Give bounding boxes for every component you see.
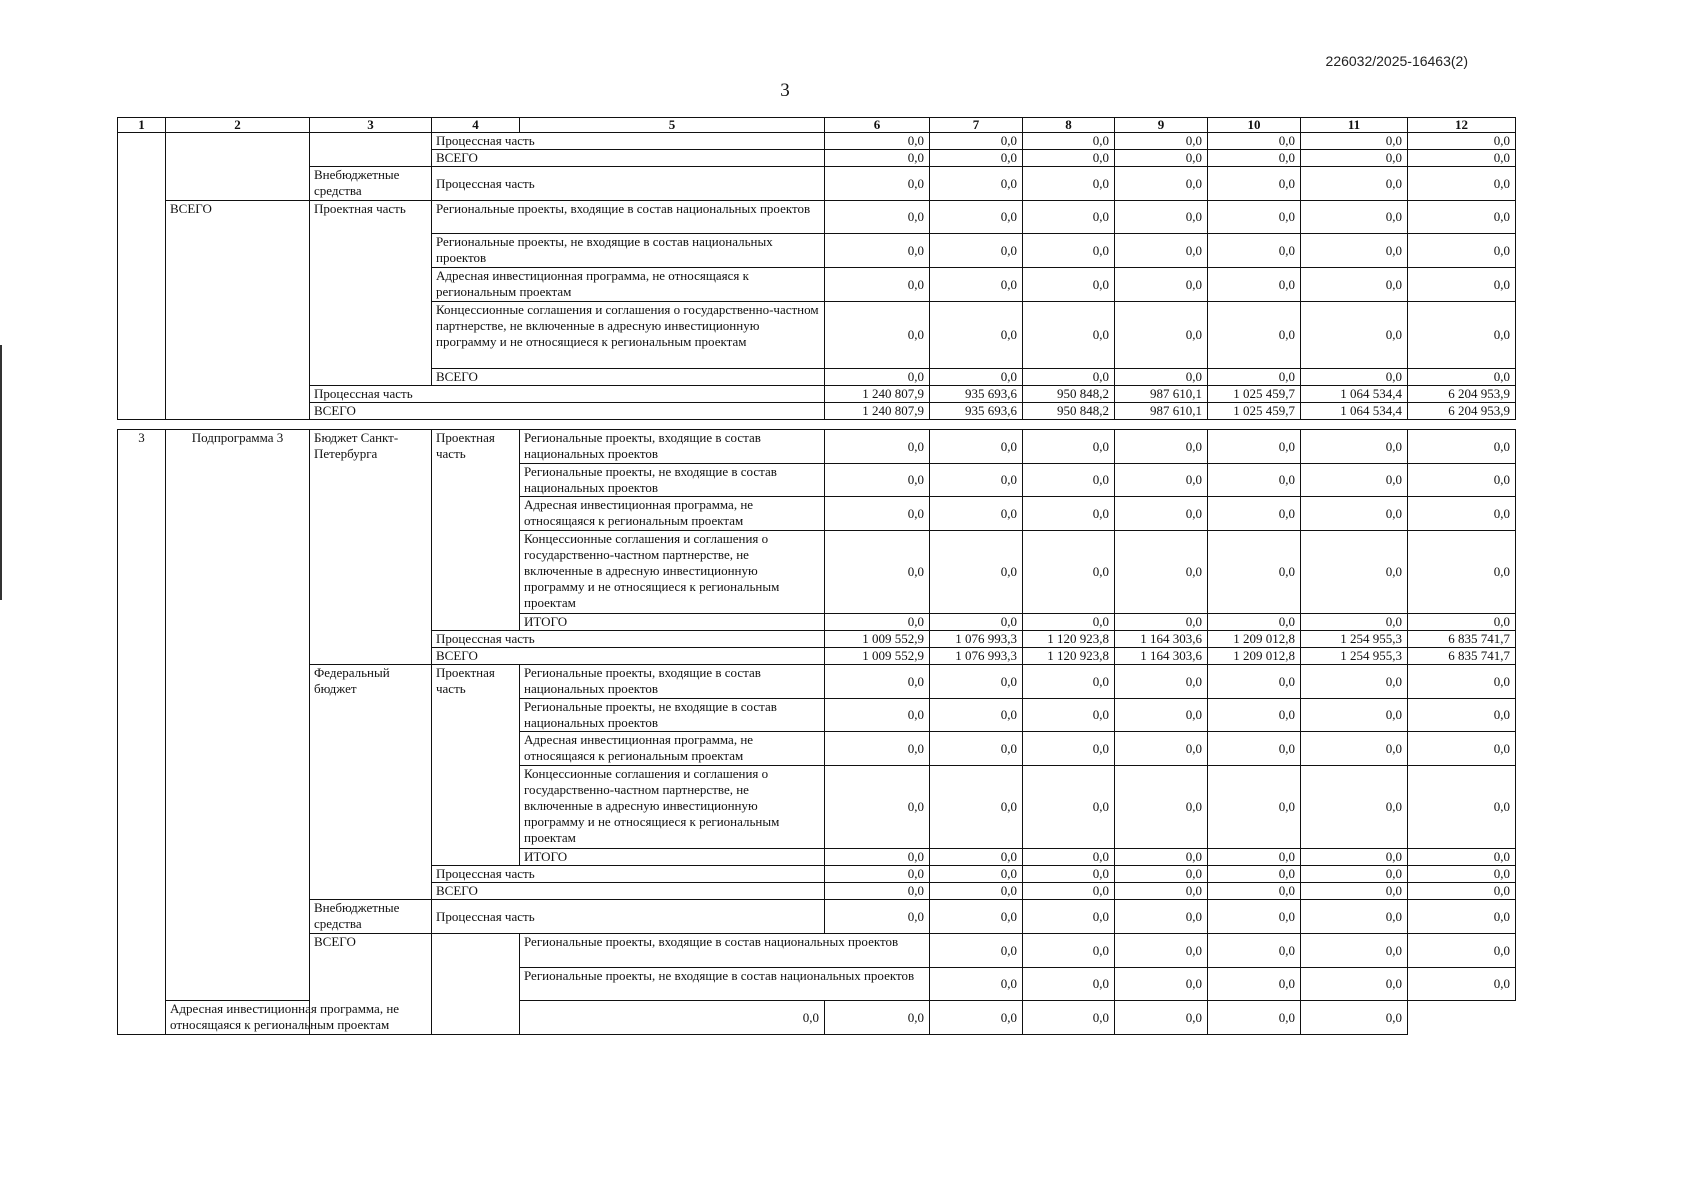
value-cell: 0,0 — [1408, 302, 1516, 369]
table-row — [118, 133, 1516, 150]
value-cell: 0,0 — [1208, 968, 1301, 1001]
value-cell: 0,0 — [1023, 369, 1115, 386]
col-header: 12 — [1408, 118, 1516, 133]
reg-out-label: Региональные проекты, не входящие в состав национальных проектов — [432, 234, 825, 268]
value-cell: 1 120 923,8 — [1023, 631, 1115, 648]
concession-label: Концессионные соглашения и соглашения о государственно-частном партнерстве, не включенные в адресную инвестиционную программу и не относящиеся к региональным проектам — [432, 302, 825, 369]
vsego-total-label: ВСЕГО — [166, 201, 310, 420]
value-cell: 0,0 — [930, 968, 1023, 1001]
value-cell: 0,0 — [825, 1001, 930, 1035]
value-cell: 0,0 — [825, 268, 930, 302]
value-cell: 0,0 — [1208, 934, 1301, 968]
value-cell: 0,0 — [1408, 464, 1516, 497]
value-cell: 0,0 — [825, 900, 930, 934]
value-cell: 0,0 — [1023, 234, 1115, 268]
subprogram-cell — [166, 133, 310, 201]
value-cell: 0,0 — [1408, 268, 1516, 302]
value-cell: 0,0 — [1408, 849, 1516, 866]
value-cell: 950 848,2 — [1023, 403, 1115, 420]
value-cell: 1 254 955,3 — [1301, 631, 1408, 648]
source-cell — [310, 133, 432, 167]
source-cell — [432, 934, 520, 1035]
value-cell: 1 209 012,8 — [1208, 631, 1301, 648]
table-row — [118, 386, 1516, 403]
reg-in-label: Региональные проекты, входящие в состав национальных проектов — [432, 201, 825, 234]
value-cell: 1 120 923,8 — [1023, 648, 1115, 665]
value-cell: 1 164 303,6 — [1115, 631, 1208, 648]
value-cell: 0,0 — [1208, 732, 1301, 766]
value-cell: 0,0 — [1115, 268, 1208, 302]
table-row — [118, 900, 1516, 934]
reg-out-label: Региональные проекты, не входящие в состав национальных проектов — [520, 464, 825, 497]
value-cell: 0,0 — [1023, 665, 1115, 699]
value-cell: 0,0 — [1301, 699, 1408, 732]
aip-label: Адресная инвестиционная программа, не относящаяся к региональным проектам — [520, 732, 825, 766]
value-cell: 0,0 — [825, 665, 930, 699]
value-cell: 935 693,6 — [930, 386, 1023, 403]
value-cell: 0,0 — [1023, 268, 1115, 302]
value-cell: 0,0 — [1208, 766, 1301, 849]
value-cell: 0,0 — [930, 430, 1023, 464]
value-cell: 987 610,1 — [1115, 403, 1208, 420]
value-cell: 0,0 — [1408, 699, 1516, 732]
value-cell: 0,0 — [1115, 934, 1208, 968]
value-cell: 0,0 — [1023, 150, 1115, 167]
value-cell: 0,0 — [1301, 150, 1408, 167]
table-row — [118, 403, 1516, 420]
value-cell: 0,0 — [1115, 766, 1208, 849]
process-label: Процессная часть — [432, 900, 825, 934]
value-cell: 0,0 — [1115, 150, 1208, 167]
value-cell: 0,0 — [1301, 268, 1408, 302]
value-cell: 1 064 534,4 — [1301, 386, 1408, 403]
value-cell: 0,0 — [1115, 133, 1208, 150]
value-cell: 0,0 — [1023, 614, 1115, 631]
column-numbers-row — [118, 118, 1516, 133]
value-cell: 0,0 — [930, 497, 1023, 531]
value-cell: 0,0 — [1115, 234, 1208, 268]
value-cell: 0,0 — [1301, 883, 1408, 900]
value-cell: 0,0 — [1408, 665, 1516, 699]
value-cell: 0,0 — [1301, 167, 1408, 201]
value-cell: 1 164 303,6 — [1115, 648, 1208, 665]
value-cell: 0,0 — [1408, 133, 1516, 150]
value-cell: 0,0 — [1208, 302, 1301, 369]
value-cell: 0,0 — [1301, 201, 1408, 234]
row-number: 3 — [118, 430, 166, 1035]
value-cell: 0,0 — [930, 665, 1023, 699]
concession-label: Концессионные соглашения и соглашения о государственно-частном партнерстве, не включенные в адресную инвестиционную программу и не относящиеся к региональным проектам — [520, 766, 825, 849]
value-cell: 0,0 — [1208, 614, 1301, 631]
value-cell: 1 064 534,4 — [1301, 403, 1408, 420]
value-cell: 0,0 — [1023, 167, 1115, 201]
process-label: Процессная часть — [432, 133, 825, 150]
vsego-total-label: ВСЕГО — [310, 934, 432, 1035]
itogo-label: ИТОГО — [520, 614, 825, 631]
process-label: Процессная часть — [432, 167, 825, 201]
value-cell: 0,0 — [825, 849, 930, 866]
value-cell: 0,0 — [930, 133, 1023, 150]
value-cell: 0,0 — [825, 531, 930, 614]
value-cell: 0,0 — [930, 268, 1023, 302]
value-cell: 0,0 — [1208, 900, 1301, 934]
value-cell: 0,0 — [520, 1001, 825, 1035]
reg-in-label: Региональные проекты, входящие в состав национальных проектов — [520, 934, 930, 968]
aip-label: Адресная инвестиционная программа, не относящаяся к региональным проектам — [520, 497, 825, 531]
value-cell: 0,0 — [1023, 968, 1115, 1001]
value-cell: 0,0 — [1408, 968, 1516, 1001]
value-cell: 0,0 — [1023, 699, 1115, 732]
value-cell: 0,0 — [1208, 430, 1301, 464]
value-cell: 0,0 — [1208, 133, 1301, 150]
reg-in-label: Региональные проекты, входящие в состав национальных проектов — [520, 430, 825, 464]
value-cell: 0,0 — [1115, 464, 1208, 497]
value-cell: 0,0 — [1301, 849, 1408, 866]
value-cell: 0,0 — [1208, 699, 1301, 732]
value-cell: 0,0 — [1023, 849, 1115, 866]
value-cell: 0,0 — [1023, 497, 1115, 531]
value-cell: 0,0 — [1208, 268, 1301, 302]
vsego-label: ВСЕГО — [432, 150, 825, 167]
value-cell: 0,0 — [930, 150, 1023, 167]
value-cell: 1 025 459,7 — [1208, 403, 1301, 420]
value-cell: 0,0 — [825, 167, 930, 201]
value-cell: 935 693,6 — [930, 403, 1023, 420]
table-row — [118, 1001, 1516, 1035]
value-cell: 0,0 — [1408, 934, 1516, 968]
value-cell: 0,0 — [825, 430, 930, 464]
value-cell: 0,0 — [1408, 883, 1516, 900]
value-cell: 0,0 — [930, 614, 1023, 631]
col-header: 1 — [118, 118, 166, 133]
vsego-label: ВСЕГО — [310, 403, 825, 420]
value-cell: 0,0 — [825, 614, 930, 631]
value-cell: 0,0 — [1115, 167, 1208, 201]
value-cell: 0,0 — [930, 900, 1023, 934]
value-cell: 0,0 — [930, 464, 1023, 497]
value-cell: 0,0 — [1301, 302, 1408, 369]
value-cell: 0,0 — [1408, 900, 1516, 934]
value-cell: 0,0 — [930, 531, 1023, 614]
value-cell: 0,0 — [825, 497, 930, 531]
value-cell: 0,0 — [1301, 766, 1408, 849]
value-cell: 0,0 — [1408, 150, 1516, 167]
value-cell: 0,0 — [1301, 497, 1408, 531]
value-cell: 0,0 — [1208, 234, 1301, 268]
value-cell: 0,0 — [1208, 201, 1301, 234]
value-cell: 0,0 — [1023, 934, 1115, 968]
value-cell: 1 209 012,8 — [1208, 648, 1301, 665]
value-cell: 0,0 — [1208, 1001, 1301, 1035]
value-cell: 0,0 — [930, 234, 1023, 268]
itogo-label: ИТОГО — [520, 849, 825, 866]
value-cell: 0,0 — [1208, 665, 1301, 699]
value-cell: 0,0 — [825, 133, 930, 150]
value-cell: 1 009 552,9 — [825, 648, 930, 665]
value-cell: 0,0 — [1115, 849, 1208, 866]
value-cell: 0,0 — [1208, 866, 1301, 883]
table-row — [118, 934, 1516, 968]
vsego-label: ВСЕГО — [432, 648, 825, 665]
table-row — [118, 201, 1516, 234]
vsego-label: ВСЕГО — [432, 883, 825, 900]
value-cell: 0,0 — [930, 699, 1023, 732]
value-cell: 0,0 — [930, 167, 1023, 201]
concession-label: Концессионные соглашения и соглашения о государственно-частном партнерстве, не включенные в адресную инвестиционную программу и не относящиеся к региональным проектам — [520, 531, 825, 614]
process-label: Процессная часть — [432, 866, 825, 883]
value-cell: 0,0 — [1023, 430, 1115, 464]
page-number: 3 — [780, 80, 790, 101]
table-row — [118, 430, 1516, 464]
value-cell: 6 204 953,9 — [1408, 386, 1516, 403]
project-part-label: Проектная часть — [432, 430, 520, 631]
value-cell: 1 240 807,9 — [825, 386, 930, 403]
value-cell: 0,0 — [825, 766, 930, 849]
col-header: 10 — [1208, 118, 1301, 133]
value-cell: 0,0 — [1301, 1001, 1408, 1035]
value-cell: 987 610,1 — [1115, 386, 1208, 403]
process-label: Процессная часть — [310, 386, 825, 403]
value-cell: 0,0 — [1408, 201, 1516, 234]
table-row — [118, 167, 1516, 201]
value-cell: 0,0 — [1301, 665, 1408, 699]
value-cell: 0,0 — [1408, 531, 1516, 614]
value-cell: 0,0 — [1408, 430, 1516, 464]
value-cell: 0,0 — [1023, 201, 1115, 234]
aip-label: Адресная инвестиционная программа, не относящаяся к региональным проектам — [432, 268, 825, 302]
value-cell: 0,0 — [1301, 614, 1408, 631]
value-cell: 0,0 — [825, 883, 930, 900]
value-cell: 0,0 — [1023, 531, 1115, 614]
value-cell: 0,0 — [1301, 430, 1408, 464]
value-cell: 0,0 — [1208, 883, 1301, 900]
value-cell: 0,0 — [1408, 766, 1516, 849]
value-cell: 0,0 — [1208, 531, 1301, 614]
value-cell: 0,0 — [930, 1001, 1023, 1035]
value-cell: 0,0 — [930, 201, 1023, 234]
value-cell: 0,0 — [1208, 497, 1301, 531]
value-cell: 0,0 — [825, 732, 930, 766]
value-cell: 0,0 — [1301, 464, 1408, 497]
offbudget-label: Внебюджетные средства — [310, 900, 432, 934]
value-cell: 0,0 — [1023, 464, 1115, 497]
value-cell: 0,0 — [930, 883, 1023, 900]
value-cell: 0,0 — [1023, 766, 1115, 849]
row-number-cell — [118, 133, 166, 420]
value-cell: 1 076 993,3 — [930, 631, 1023, 648]
value-cell: 6 204 953,9 — [1408, 403, 1516, 420]
value-cell: 0,0 — [1115, 866, 1208, 883]
col-header: 6 — [825, 118, 930, 133]
document-id: 226032/2025-16463(2) — [1325, 53, 1468, 69]
value-cell: 0,0 — [1115, 430, 1208, 464]
value-cell: 0,0 — [1408, 369, 1516, 386]
aip-label: Адресная инвестиционная программа, не относящаяся к региональным проектам — [166, 1001, 432, 1035]
value-cell: 0,0 — [1023, 732, 1115, 766]
value-cell: 0,0 — [1023, 866, 1115, 883]
value-cell: 0,0 — [1023, 133, 1115, 150]
col-header: 11 — [1301, 118, 1408, 133]
budget-table — [117, 117, 1516, 420]
value-cell: 0,0 — [1115, 1001, 1208, 1035]
col-header: 5 — [520, 118, 825, 133]
process-label: Процессная часть — [432, 631, 825, 648]
value-cell: 0,0 — [1115, 900, 1208, 934]
value-cell: 0,0 — [930, 369, 1023, 386]
value-cell: 1 076 993,3 — [930, 648, 1023, 665]
value-cell: 0,0 — [1023, 302, 1115, 369]
value-cell: 0,0 — [1208, 849, 1301, 866]
value-cell: 0,0 — [1115, 665, 1208, 699]
value-cell: 0,0 — [1301, 968, 1408, 1001]
value-cell: 1 254 955,3 — [1301, 648, 1408, 665]
value-cell: 0,0 — [1408, 614, 1516, 631]
reg-in-label: Региональные проекты, входящие в состав национальных проектов — [520, 665, 825, 699]
value-cell: 0,0 — [1115, 614, 1208, 631]
value-cell: 0,0 — [1115, 968, 1208, 1001]
value-cell: 6 835 741,7 — [1408, 648, 1516, 665]
value-cell: 0,0 — [1408, 167, 1516, 201]
value-cell: 0,0 — [1115, 201, 1208, 234]
col-header: 4 — [432, 118, 520, 133]
value-cell: 0,0 — [825, 234, 930, 268]
federal-budget-label: Федеральный бюджет — [310, 665, 432, 900]
value-cell: 0,0 — [825, 699, 930, 732]
value-cell: 0,0 — [1408, 234, 1516, 268]
col-header: 7 — [930, 118, 1023, 133]
value-cell: 6 835 741,7 — [1408, 631, 1516, 648]
col-header: 8 — [1023, 118, 1115, 133]
value-cell: 0,0 — [1115, 732, 1208, 766]
reg-out-label: Региональные проекты, не входящие в состав национальных проектов — [520, 699, 825, 732]
col-header: 2 — [166, 118, 310, 133]
table-row — [118, 665, 1516, 699]
value-cell: 0,0 — [1408, 497, 1516, 531]
value-cell: 0,0 — [930, 866, 1023, 883]
value-cell: 0,0 — [1023, 883, 1115, 900]
value-cell: 0,0 — [1115, 699, 1208, 732]
value-cell: 0,0 — [930, 766, 1023, 849]
value-cell: 0,0 — [1115, 302, 1208, 369]
value-cell: 0,0 — [1408, 866, 1516, 883]
offbudget-label: Внебюджетные средства — [310, 167, 432, 201]
value-cell: 0,0 — [825, 464, 930, 497]
value-cell: 950 848,2 — [1023, 386, 1115, 403]
value-cell: 0,0 — [930, 934, 1023, 968]
value-cell: 0,0 — [930, 732, 1023, 766]
value-cell: 0,0 — [1208, 369, 1301, 386]
value-cell: 0,0 — [1301, 934, 1408, 968]
scan-edge-mark — [0, 345, 2, 600]
spb-budget-label: Бюджет Санкт-Петербурга — [310, 430, 432, 665]
value-cell: 0,0 — [1301, 732, 1408, 766]
value-cell: 0,0 — [1408, 732, 1516, 766]
value-cell: 0,0 — [825, 369, 930, 386]
budget-table-subprogram-3 — [117, 429, 1516, 1035]
value-cell: 1 009 552,9 — [825, 631, 930, 648]
value-cell: 0,0 — [1208, 150, 1301, 167]
value-cell: 0,0 — [1301, 900, 1408, 934]
value-cell: 0,0 — [1115, 531, 1208, 614]
col-header: 3 — [310, 118, 432, 133]
value-cell: 0,0 — [1023, 900, 1115, 934]
value-cell: 1 240 807,9 — [825, 403, 930, 420]
value-cell: 0,0 — [1301, 133, 1408, 150]
value-cell: 0,0 — [1301, 866, 1408, 883]
value-cell: 0,0 — [1301, 234, 1408, 268]
vsego-label: ВСЕГО — [432, 369, 825, 386]
value-cell: 0,0 — [825, 866, 930, 883]
project-part-label: Проектная часть — [432, 665, 520, 866]
reg-out-label: Региональные проекты, не входящие в состав национальных проектов — [520, 968, 930, 1001]
value-cell: 0,0 — [930, 302, 1023, 369]
col-header: 9 — [1115, 118, 1208, 133]
subprogram-name: Подпрограмма 3 — [166, 430, 310, 1001]
value-cell: 1 025 459,7 — [1208, 386, 1301, 403]
value-cell: 0,0 — [1115, 369, 1208, 386]
value-cell: 0,0 — [1115, 883, 1208, 900]
value-cell: 0,0 — [1208, 167, 1301, 201]
value-cell: 0,0 — [1208, 464, 1301, 497]
value-cell: 0,0 — [1023, 1001, 1115, 1035]
value-cell: 0,0 — [825, 150, 930, 167]
value-cell: 0,0 — [1301, 369, 1408, 386]
value-cell: 0,0 — [1301, 531, 1408, 614]
value-cell: 0,0 — [930, 849, 1023, 866]
project-part-label: Проектная часть — [310, 201, 432, 386]
value-cell: 0,0 — [1115, 497, 1208, 531]
value-cell: 0,0 — [825, 302, 930, 369]
value-cell: 0,0 — [825, 201, 930, 234]
